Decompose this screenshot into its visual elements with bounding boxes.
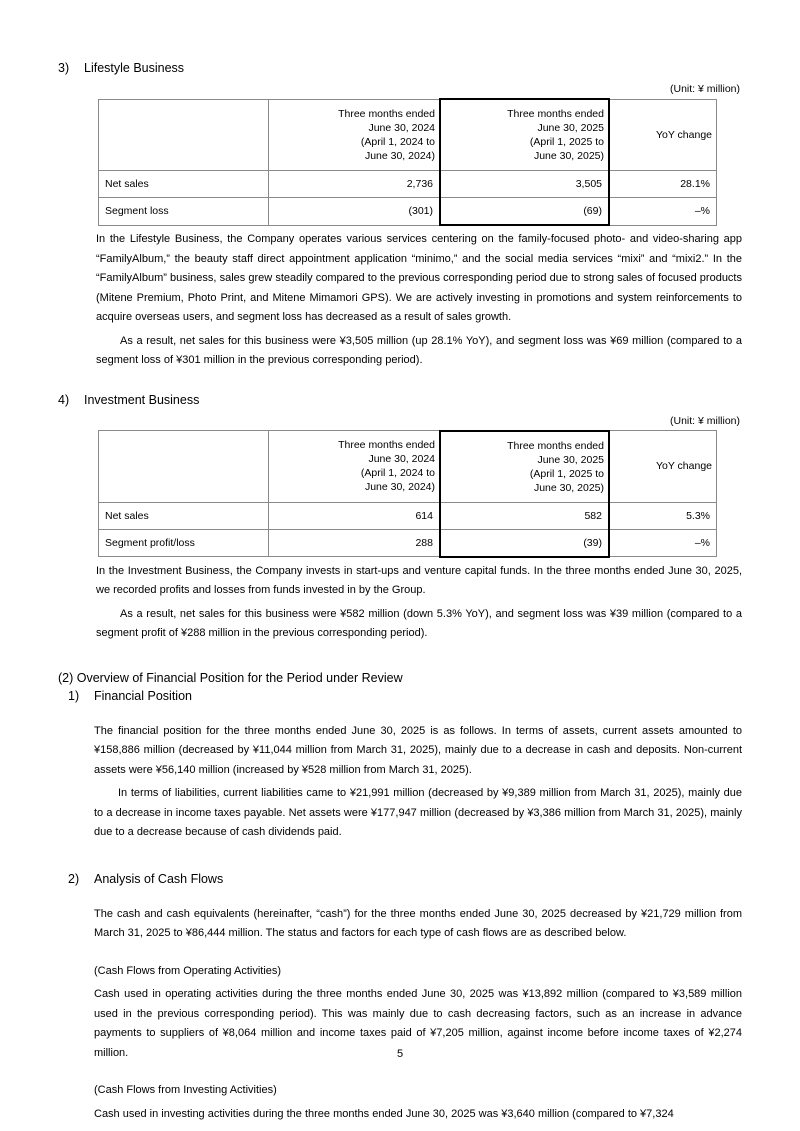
row-value-current: (69) xyxy=(440,198,609,226)
operating-activities-heading: (Cash Flows from Operating Activities) xyxy=(94,964,282,977)
header-prev-line2: June 30, 2024 xyxy=(368,453,435,466)
header-current-period xyxy=(440,99,609,171)
header-cur-line3: (April 1, 2025 to xyxy=(529,136,604,148)
page-content xyxy=(58,60,742,1124)
table-row xyxy=(99,502,717,529)
row-value-prev: 2,736 xyxy=(269,171,441,198)
row-value-current: 582 xyxy=(440,502,609,529)
header-cur-line2: June 30, 2025 xyxy=(537,122,604,134)
row-value-current: 3,505 xyxy=(440,171,609,198)
header-cur-line4: June 30, 2025) xyxy=(533,150,604,162)
cash-flows-body-text xyxy=(94,905,742,1125)
heading-cash-flows-number: 2) xyxy=(68,871,80,886)
header-blank-cell xyxy=(99,99,269,171)
row-value-yoy: 5.3% xyxy=(609,502,717,529)
heading-financial-position-number: 1) xyxy=(68,688,80,703)
investment-body-text xyxy=(96,562,742,644)
table-header-row xyxy=(99,99,717,171)
page-number: 5 xyxy=(396,1048,404,1060)
heading-lifestyle-number: 3) xyxy=(58,61,70,75)
header-prev-line3: (April 1, 2024 to xyxy=(360,467,435,480)
cash-flows-paragraph-1: The cash and cash equivalents (hereinafter, “cash”) for the three months ended June 30, 2025 decreased by ¥21,729 million from March 31, 2025 to ¥86,444 million. The status and factors for each type of cash flows are as described below. xyxy=(94,907,742,939)
header-blank-cell xyxy=(99,431,269,503)
header-cur-line2: June 30, 2025 xyxy=(537,453,604,466)
lifestyle-body-text xyxy=(96,230,742,371)
header-yoy-change: YoY change xyxy=(609,431,717,503)
investment-table-header xyxy=(99,431,717,503)
row-label: Segment profit/loss xyxy=(99,529,269,557)
table-header-row xyxy=(99,431,717,503)
investment-paragraph-1: In the Investment Business, the Company invests in start-ups and venture capital funds. In the three months ended June 30, 2025, we recorded profits and losses from funds invested in by the Group. xyxy=(96,564,742,596)
row-value-yoy: –% xyxy=(609,198,717,226)
spacer xyxy=(94,1063,742,1077)
header-cur-line1: Three months ended xyxy=(507,439,604,452)
investment-financial-table xyxy=(98,430,717,558)
heading-investment-business xyxy=(58,392,742,408)
financial-position-body-text xyxy=(94,722,742,843)
heading-cash-flows xyxy=(58,871,742,887)
header-prev-line2: June 30, 2024 xyxy=(368,121,435,134)
lifestyle-financial-table xyxy=(98,98,717,226)
investment-paragraph-2: As a result, net sales for this business were ¥582 million (down 5.3% YoY), and segment loss was ¥39 million (compared to a segment profit of ¥288 million in the previous corresponding period). xyxy=(96,607,742,639)
table-row xyxy=(99,529,717,557)
heading-investment-number: 4) xyxy=(58,392,70,407)
header-cur-line3: (April 1, 2025 to xyxy=(529,467,604,480)
row-value-prev: 614 xyxy=(269,502,441,529)
row-value-current: (39) xyxy=(440,529,609,557)
investing-activities-heading: (Cash Flows from Investing Activities) xyxy=(94,1084,277,1096)
lifestyle-paragraph-1: In the Lifestyle Business, the Company operates various services centering on the family-focused photo- and video-sharing app “FamilyAlbum,” the beauty staff direct appointment application “minimo,” and the social media services “mixi” and “mixi2.” In the “FamilyAlbum” business, sales grew steadily compared to the previous corresponding period due to strong sales of focused products (Mitene Premium, Photo Print, and Mitene Mimamori GPS). We are actively investing in promotions and system reinforcements to acquire overseas users, and segment loss has decreased as a result of sales growth. xyxy=(96,233,742,323)
table-row xyxy=(99,198,717,226)
lifestyle-table-header xyxy=(99,99,717,171)
heading-lifestyle-business xyxy=(58,60,742,76)
investment-table-body xyxy=(99,502,717,557)
heading-financial-position-title: Financial Position xyxy=(94,688,192,703)
table-row xyxy=(99,171,717,198)
header-prev-line3: (April 1, 2024 to xyxy=(360,135,435,148)
spacer xyxy=(58,644,742,670)
financial-position-paragraph-2: In terms of liabilities, current liabilities came to ¥21,991 million (decreased by ¥9,389 million from March 31, 2025), mainly due to a decrease in income taxes payable. Net assets were ¥177,947 million (decreased by ¥3,386 million from March 31, 2025), mainly due to a decrease because of cash dividends paid. xyxy=(94,787,742,838)
heading-lifestyle-title: Lifestyle Business xyxy=(84,61,185,75)
investing-activities-paragraph: Cash used in investing activities during the three months ended June 30, 2025 was ¥3,640 million (compared to ¥7,324 xyxy=(94,1107,674,1120)
spacer xyxy=(58,843,742,869)
header-prev-line1: Three months ended xyxy=(338,439,435,452)
row-value-yoy: –% xyxy=(609,529,717,557)
spacer xyxy=(58,371,742,392)
heading-investment-title: Investment Business xyxy=(84,392,200,407)
operating-activities-paragraph: Cash used in operating activities during the three months ended June 30, 2025 was ¥13,892 million (compared to ¥3,589 million used in the previous corresponding period). This was mainly due to cash decreasing factors, such as an increase in advance payments to suppliers of ¥8,064 million and income taxes paid of ¥7,205 million, against income before income taxes of ¥2,274 million. xyxy=(94,988,742,1059)
header-prev-line4: June 30, 2024) xyxy=(364,149,435,162)
row-label: Net sales xyxy=(99,502,269,529)
heading-financial-position-section: (2) Overview of Financial Position for the Period under Review xyxy=(58,670,403,685)
unit-caption-investment: (Unit: ¥ million) xyxy=(669,414,740,427)
spacer xyxy=(58,704,742,718)
unit-caption-lifestyle: (Unit: ¥ million) xyxy=(669,83,740,95)
header-cur-line1: Three months ended xyxy=(507,108,604,120)
row-value-prev: (301) xyxy=(269,198,441,226)
lifestyle-paragraph-2: As a result, net sales for this business were ¥3,505 million (up 28.1% YoY), and segment loss was ¥69 million (compared to a segment loss of ¥301 million in the previous corresponding period). xyxy=(96,334,742,366)
row-value-prev: 288 xyxy=(269,529,441,557)
header-cur-line4: June 30, 2025) xyxy=(533,481,604,494)
header-current-period xyxy=(440,431,609,503)
financial-position-paragraph-1: The financial position for the three months ended June 30, 2025 is as follows. In terms of assets, current assets amounted to ¥158,886 million (decreased by ¥11,044 million from March 31, 2025), mainly due to a decrease in cash and deposits. Non-current assets were ¥56,140 million (increased by ¥528 million from March 31, 2025). xyxy=(94,724,742,776)
header-prev-period xyxy=(269,99,441,171)
row-value-yoy: 28.1% xyxy=(609,171,717,198)
row-label: Net sales xyxy=(99,171,269,198)
header-yoy-change: YoY change xyxy=(609,99,717,171)
header-prev-line4: June 30, 2024) xyxy=(364,481,435,494)
header-prev-period xyxy=(269,431,441,503)
spacer xyxy=(94,944,742,958)
spacer xyxy=(58,887,742,901)
heading-cash-flows-title: Analysis of Cash Flows xyxy=(94,871,224,886)
heading-financial-position xyxy=(58,688,742,704)
row-label: Segment loss xyxy=(99,198,269,226)
lifestyle-table-body xyxy=(99,171,717,226)
header-prev-line1: Three months ended xyxy=(338,107,435,120)
